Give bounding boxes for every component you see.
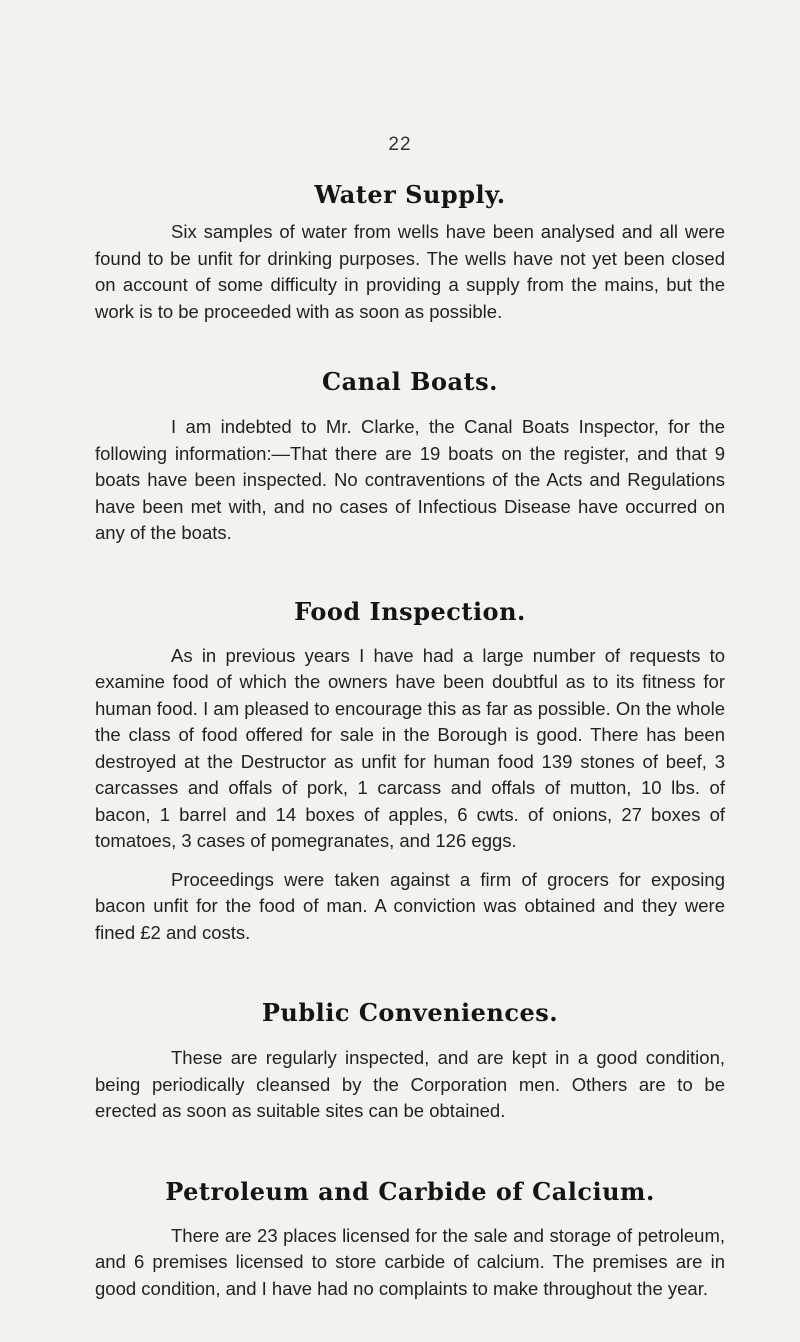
- section-canal-boats: [95, 367, 725, 547]
- section-water-supply: [95, 180, 725, 325]
- section-heading-canal-boats: Canal Boats.: [322, 367, 498, 396]
- section-food-inspection: [95, 597, 725, 947]
- page-number: 22: [388, 134, 412, 155]
- paragraph-petroleum-carbide: There are 23 places licensed for the sale and storage of petroleum, and 6 premises licensed to store carbide of calcium. The premises are in good condition, and I have had no complaints to make throughout the year.: [95, 1224, 725, 1299]
- section-heading-water-supply: Water Supply.: [314, 180, 506, 209]
- section-heading-food-inspection: Food Inspection.: [294, 596, 526, 626]
- section-heading-public-conveniences: Public Conveniences.: [261, 998, 559, 1027]
- paragraph-canal-boats: I am indebted to Mr. Clarke, the Canal Boats Inspector, for the following information:—That there are 19 boats on the register, and that 9 boats have been inspected. No contraventions of the Acts and Regulations have been met with, and no cases of Infectious Disease have occurred on any of the boats.: [95, 416, 725, 543]
- paragraph-public-conveniences: These are regularly inspected, and are kept in a good condition, being periodically cleansed by the Corporation men. Others are to be erected as soon as suitable sites can be obtained.: [95, 1047, 725, 1121]
- section-public-conveniences: [95, 998, 725, 1125]
- page-content: [95, 180, 725, 1302]
- paragraph-food-inspection-2: Proceedings were taken against a firm of grocers for exposing bacon unfit for the food of man. A conviction was obtained and they were fined £2 and costs.: [95, 868, 725, 943]
- section-heading-petroleum-carbide: Petroleum and Carbide of Calcium.: [165, 1176, 655, 1206]
- section-petroleum-carbide: [95, 1177, 725, 1303]
- paragraph-food-inspection-1: As in previous years I have had a large number of requests to examine food of which the owners have been doubtful as to its fitness for human food. I am pleased to encourage this as far as possible. On the whole the class of food offered for sale in the Borough is good. There has been destroyed at the Destructor as unfit for human food 139 stones of beef, 3 carcasses and offals of pork, 1 carcass and offals of mutton, 10 lbs. of bacon, 1 barrel and 14 boxes of apples, 6 cwts. of onions, 27 boxes of tomatoes, 3 cases of pomegranates, and 126 eggs.: [95, 644, 725, 851]
- paragraph-water-supply: Six samples of water from wells have been analysed and all were found to be unfit for drinking purposes. The wells have not yet been closed on account of some difficulty in providing a supply from the mains, but the work is to be proceeded with as soon as possible.: [95, 221, 725, 322]
